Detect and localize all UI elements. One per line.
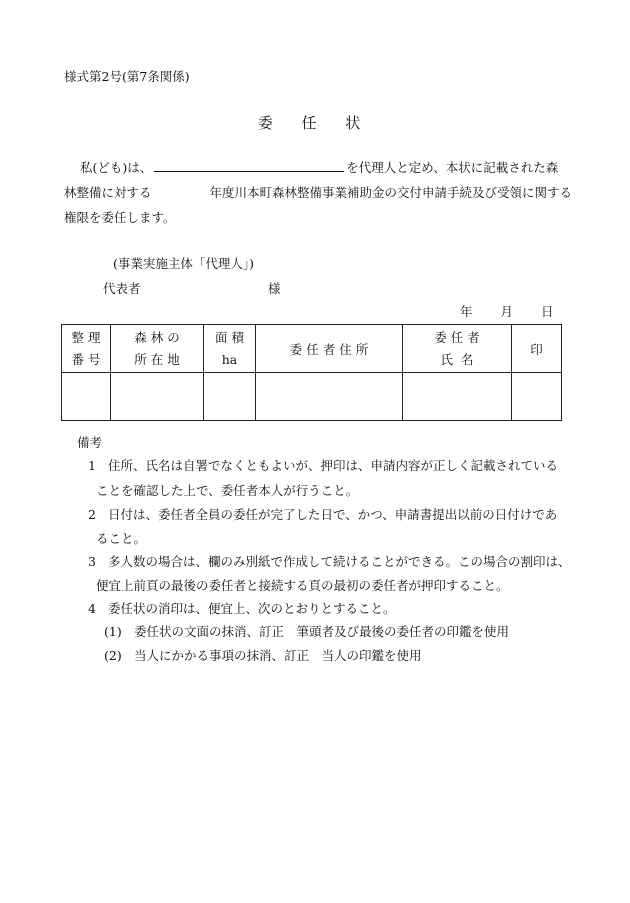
note-1 (88, 456, 558, 474)
note-4-text: 委任状の消印は、便宜上、次のとおりとすること。 (108, 601, 396, 616)
date-month: 月 (500, 304, 514, 319)
header-name-line1: 委 任 者 (434, 329, 480, 345)
cell-name[interactable] (403, 373, 512, 421)
sub-note-2-text: 当人にかかる事項の抹消、訂正 当人の印鑑を使用 (134, 648, 422, 663)
date-day: 日 (541, 304, 554, 319)
date-line (460, 302, 554, 320)
note-3-number: 3 (88, 554, 96, 569)
principal-label: (事業実施主体「代理人」) (113, 256, 255, 271)
sub-note-2-number: (2) (104, 648, 122, 663)
agent-name-blank[interactable] (154, 159, 344, 172)
header-area-line1: 面 積 (215, 329, 244, 345)
note-3-text: 多人数の場合は、欄のみ別紙で作成して続けることができる。この場合の割印は、 (108, 554, 571, 569)
note-3-continued: 便宜上前頁の最後の委任者と接続する頁の最初の委任者が押印すること。 (96, 578, 509, 593)
table-row (62, 373, 562, 421)
body-line-1-prefix: 私(ども)は、 (80, 160, 153, 175)
note-1-number: 1 (88, 458, 96, 473)
header-forest-location (111, 325, 204, 373)
note-4 (88, 599, 396, 617)
note-3 (88, 552, 571, 570)
date-year: 年 (460, 304, 473, 319)
header-address: 委 任 者 住 所 (256, 325, 403, 373)
note-2-number: 2 (88, 507, 96, 522)
note-4-number: 4 (88, 601, 96, 616)
header-seal: 印 (512, 325, 562, 373)
form-number: 様式第2号(第7条関係) (64, 69, 190, 84)
body-line-1 (80, 158, 558, 176)
header-number (62, 325, 111, 373)
header-area (204, 325, 256, 373)
cell-number[interactable] (62, 373, 111, 421)
header-name-line2: 氏 名 (440, 351, 474, 367)
representative-honorific: 様 (268, 281, 281, 296)
body-line-2-suffix: 年度川本町森林整備事業補助金の交付申請手続及び受領に関する (209, 185, 573, 200)
body-line-3: 権限を委任します。 (64, 210, 176, 225)
body-line-2 (64, 183, 572, 201)
body-line-2-prefix: 林整備に対する (64, 185, 152, 200)
header-forest-location-line2: 所 在 地 (134, 351, 180, 367)
document-title: 委 任 状 (257, 114, 373, 132)
header-area-line2: ha (221, 351, 238, 367)
note-2 (88, 505, 557, 523)
cell-seal[interactable] (512, 373, 562, 421)
header-name (403, 325, 512, 373)
note-1-continued: ことを確認した上で、委任者本人が行うこと。 (96, 483, 359, 498)
note-2-continued: ること。 (96, 531, 147, 546)
table-header-row (62, 325, 562, 373)
sub-note-1-text: 委任状の文面の抹消、訂正 筆頭者及び最後の委任者の印鑑を使用 (134, 624, 510, 639)
cell-forest-location[interactable] (111, 373, 204, 421)
header-forest-location-line1: 森 林 の (134, 329, 180, 345)
cell-address[interactable] (256, 373, 403, 421)
note-1-text: 住所、氏名は自署でなくともよいが、押印は、申請内容が正しく記載されている (108, 458, 559, 473)
delegator-table (61, 324, 562, 421)
note-2-text: 日付は、委任者全員の委任が完了した日で、かつ、申請書提出以前の日付けであ (108, 507, 558, 522)
cell-area[interactable] (204, 373, 256, 421)
representative-label: 代表者 (103, 281, 141, 296)
sub-note-2 (104, 646, 422, 664)
body-line-1-suffix: を代理人と定め、本状に記載された森 (346, 160, 559, 175)
header-number-line1: 整 理 (71, 329, 101, 345)
sub-note-1 (104, 622, 509, 640)
header-number-line2: 番 号 (71, 351, 101, 367)
sub-note-1-number: (1) (104, 624, 122, 639)
notes-heading: 備考 (77, 435, 103, 450)
